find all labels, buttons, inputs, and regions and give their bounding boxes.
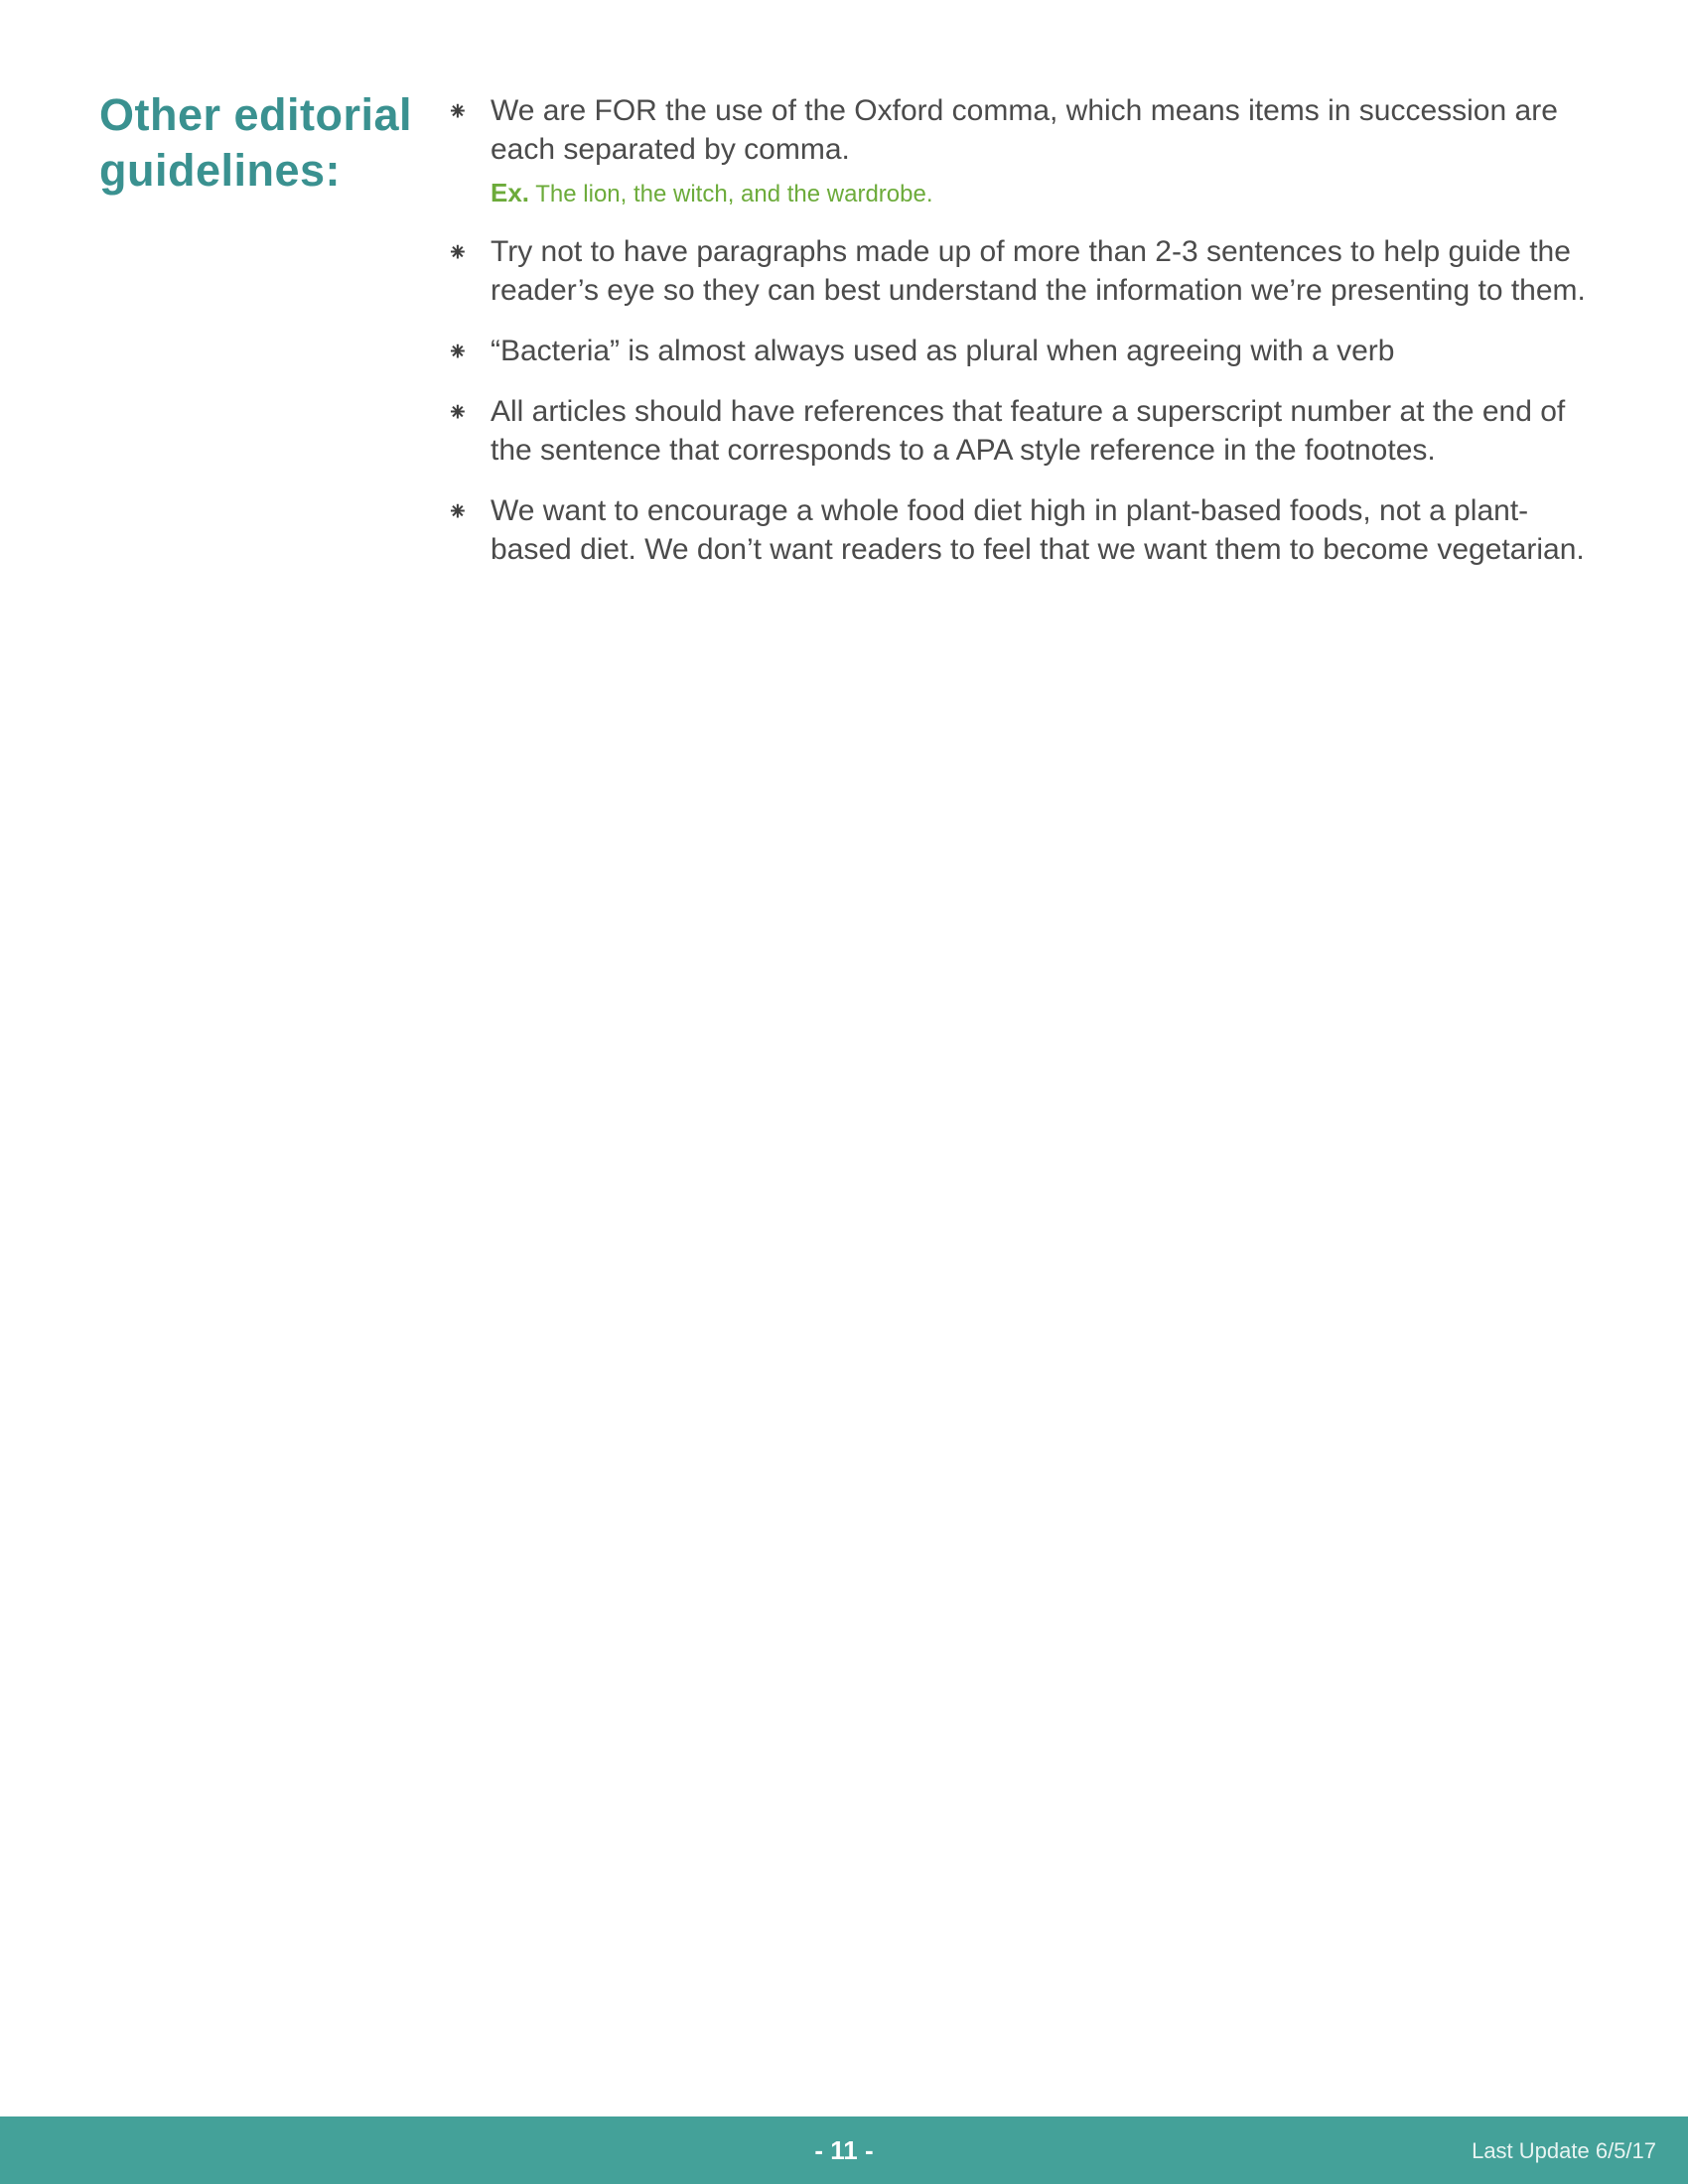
guideline-text: Try not to have paragraphs made up of more than 2-3 sentences to help guide the reader’s eye so they can best understand the information we’re presenting to them. bbox=[491, 235, 1586, 307]
example-text: The lion, the witch, and the wardrobe. bbox=[535, 181, 933, 207]
guideline-bacteria-plural bbox=[447, 332, 1599, 370]
guidelines-list bbox=[447, 91, 1599, 591]
asterisk-bullet-icon: ⁕ bbox=[447, 398, 469, 428]
section-title: Other editorial guidelines: bbox=[99, 89, 413, 196]
last-update-date: Last Update 6/5/17 bbox=[1472, 2138, 1656, 2163]
asterisk-bullet-icon: ⁕ bbox=[447, 338, 469, 367]
asterisk-bullet-icon: ⁕ bbox=[447, 97, 469, 127]
example-label: Ex. bbox=[491, 178, 530, 207]
guideline-example bbox=[491, 177, 1599, 210]
guideline-text: We want to encourage a whole food diet high in plant-based foods, not a plant-based diet. We don’t want readers to feel that we want them to become vegetarian. bbox=[491, 494, 1585, 566]
footer-bar bbox=[0, 2116, 1688, 2184]
page-number: - 11 - bbox=[814, 2135, 874, 2165]
guideline-paragraph-length bbox=[447, 232, 1599, 310]
guideline-references bbox=[447, 392, 1599, 470]
guideline-text: All articles should have references that feature a superscript number at the end of the sentence that corresponds to a APA style reference in the footnotes. bbox=[491, 395, 1566, 467]
guideline-text: “Bacteria” is almost always used as plural when agreeing with a verb bbox=[491, 335, 1395, 367]
asterisk-bullet-icon: ⁕ bbox=[447, 238, 469, 268]
guideline-oxford-comma bbox=[447, 91, 1599, 210]
asterisk-bullet-icon: ⁕ bbox=[447, 497, 469, 527]
guideline-text: We are FOR the use of the Oxford comma, which means items in succession are each separated by comma. bbox=[491, 94, 1558, 166]
guideline-whole-food-diet bbox=[447, 491, 1599, 569]
